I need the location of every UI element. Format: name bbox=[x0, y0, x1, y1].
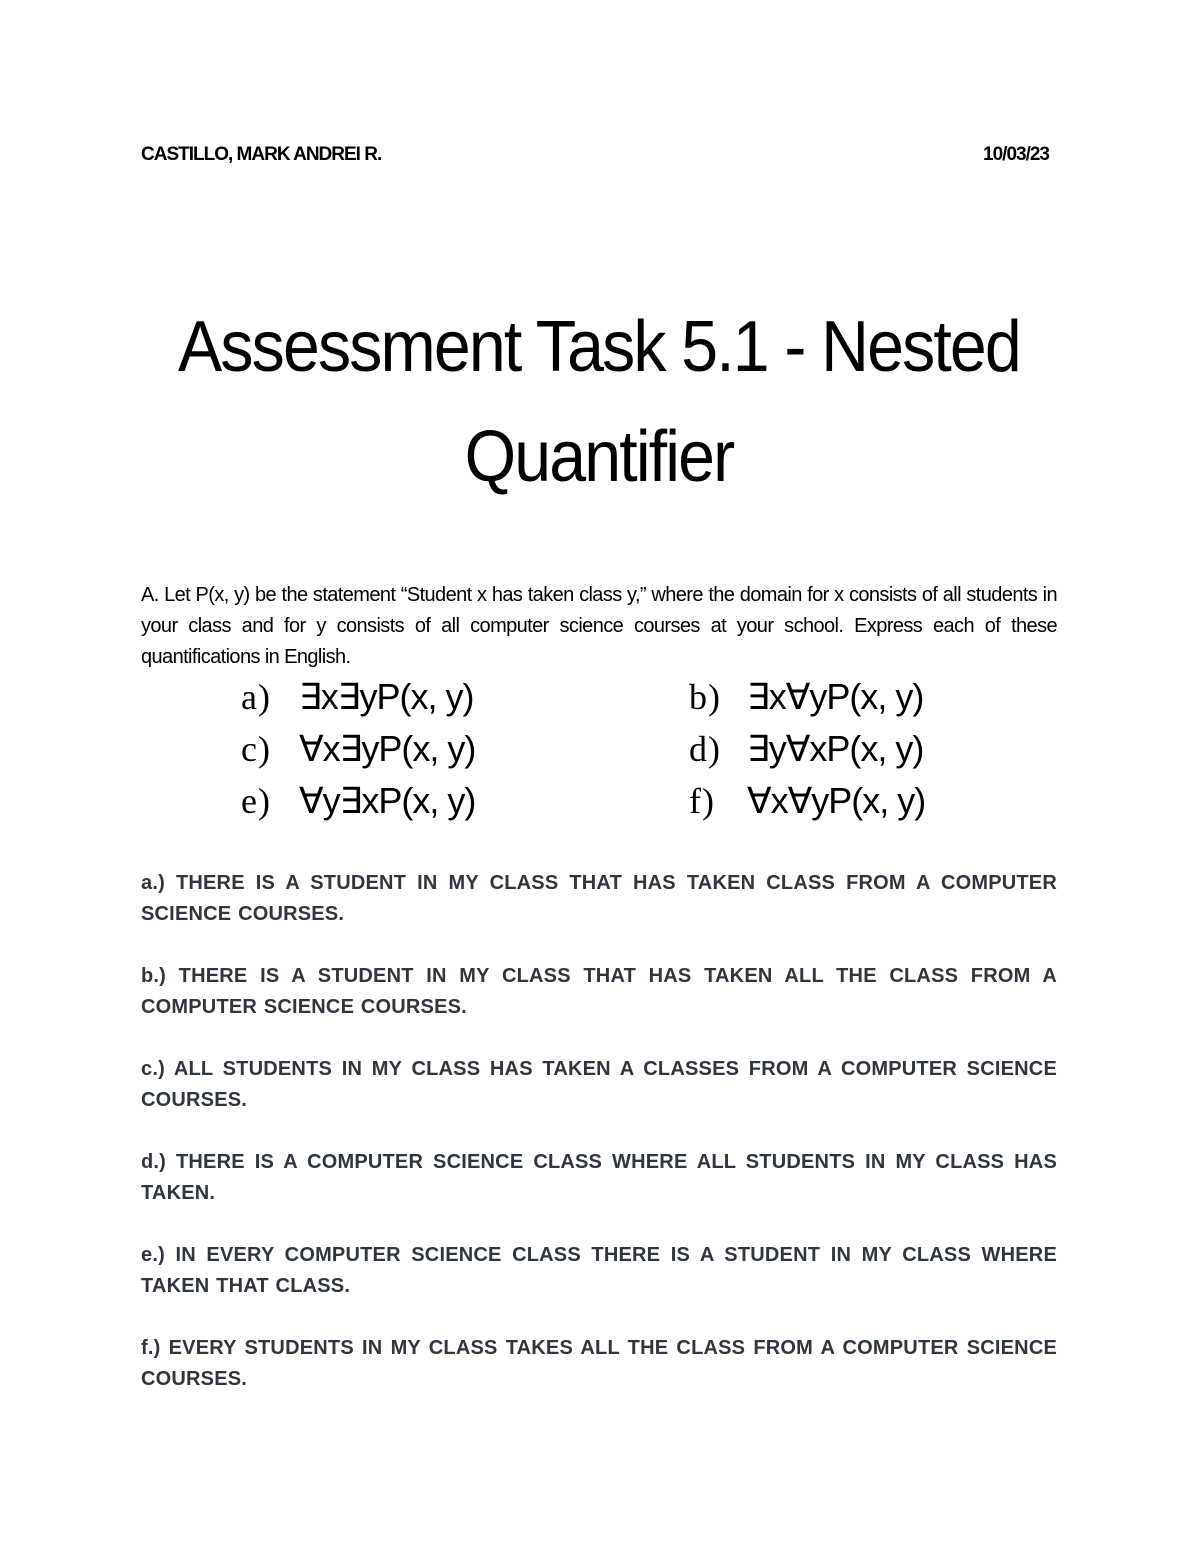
formula-expression: ∃x∀yP(x, y) bbox=[747, 676, 924, 717]
answer-f: f.) EVERY STUDENTS IN MY CLASS TAKES ALL THE CLASS FROM A COMPUTER SCIENCE COURSES. bbox=[141, 1337, 1057, 1390]
formula-label: d) bbox=[689, 729, 721, 769]
title-line-1: Assessment Task 5.1 - Nested bbox=[178, 307, 1020, 387]
answer-e: e.) IN EVERY COMPUTER SCIENCE CLASS THERE IS A STUDENT IN MY CLASS WHERE TAKEN THAT CLASS. bbox=[141, 1244, 1057, 1297]
student-name: CASTILLO, MARK ANDREI R. bbox=[141, 144, 382, 165]
document-date: 10/03/23 bbox=[983, 144, 1049, 165]
formula-e bbox=[241, 776, 689, 826]
formula-b bbox=[689, 672, 961, 722]
document-page bbox=[141, 0, 1057, 1553]
formula-a bbox=[241, 672, 689, 722]
answers-section bbox=[141, 868, 1057, 1426]
formula-expression: ∀x∀yP(x, y) bbox=[747, 780, 926, 821]
answer-d: d.) THERE IS A COMPUTER SCIENCE CLASS WHERE ALL STUDENTS IN MY CLASS HAS TAKEN. bbox=[141, 1151, 1057, 1204]
formula-expression: ∃y∀xP(x, y) bbox=[747, 728, 924, 769]
formula-grid bbox=[241, 672, 961, 826]
formula-expression: ∃x∃yP(x, y) bbox=[299, 676, 474, 717]
formula-label: b) bbox=[689, 677, 721, 717]
formula-label: a) bbox=[241, 677, 271, 717]
formula-label: c) bbox=[241, 729, 271, 769]
header bbox=[141, 144, 1057, 174]
formula-label: f) bbox=[689, 781, 715, 821]
problem-statement: A. Let P(x, y) be the statement “Student x has taken class y,” where the domain for x consists of all students in your class and for y consists of all computer science courses at your school. Express each of these quantifications in English. bbox=[141, 584, 1057, 668]
answer-b: b.) THERE IS A STUDENT IN MY CLASS THAT HAS TAKEN ALL THE CLASS FROM A COMPUTER SCIENCE COURSES. bbox=[141, 965, 1057, 1018]
page-title bbox=[150, 292, 1048, 512]
formula-c bbox=[241, 724, 689, 774]
formula-expression: ∀y∃xP(x, y) bbox=[299, 780, 476, 821]
title-line-2: Quantifier bbox=[464, 417, 734, 497]
formula-f bbox=[689, 776, 961, 826]
answer-c: c.) ALL STUDENTS IN MY CLASS HAS TAKEN A CLASSES FROM A COMPUTER SCIENCE COURSES. bbox=[141, 1058, 1057, 1111]
formula-label: e) bbox=[241, 781, 271, 821]
answer-a: a.) THERE IS A STUDENT IN MY CLASS THAT HAS TAKEN CLASS FROM A COMPUTER SCIENCE COURSES. bbox=[141, 872, 1057, 925]
formula-d bbox=[689, 724, 961, 774]
formula-expression: ∀x∃yP(x, y) bbox=[299, 728, 476, 769]
